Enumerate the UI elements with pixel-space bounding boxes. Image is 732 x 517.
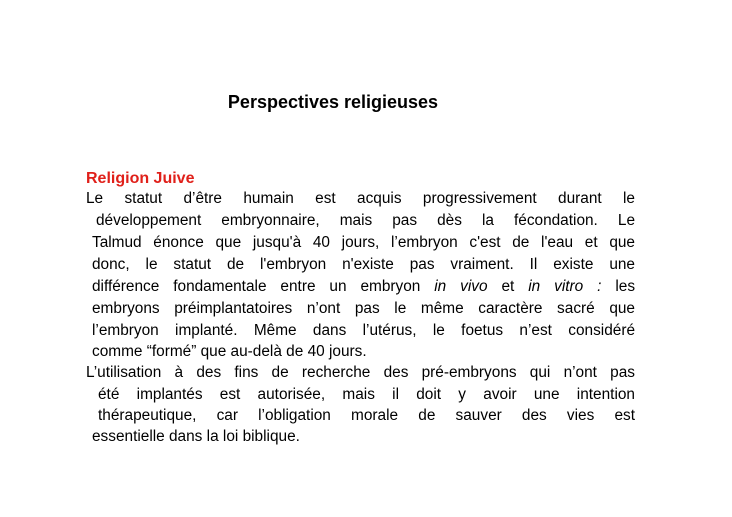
body-line-3: Talmud énonce que jusqu'à 40 jours, l’embryon c'est de l'eau et que (92, 234, 635, 251)
in-vitro-term: in vitro : (528, 278, 602, 295)
body-line-12: essentielle dans la loi biblique. (92, 428, 300, 445)
body-line-7: l’embryon implanté. Même dans l’utérus, le foetus n’est considéré (92, 322, 635, 339)
body-line-1: Le statut d’être humain est acquis progressivement durant le (86, 190, 635, 207)
body-line-11: thérapeutique, car l’obligation morale de sauver des vies est (98, 407, 635, 424)
body-line-8: comme “formé” que au-delà de 40 jours. (92, 343, 367, 360)
in-vivo-term: in vivo (434, 278, 488, 295)
body-line-6: embryons préimplantatoires n’ont pas le même caractère sacré que (92, 300, 635, 317)
body-line-9: L’utilisation à des fins de recherche des pré-embryons qui n’ont pas (86, 364, 635, 381)
page-title: Perspectives religieuses (227, 92, 439, 112)
body-line-10: été implantés est autorisée, mais il doit y avoir une intention (98, 386, 635, 403)
body-line-5-text-a: différence fondamentale entre un embryon (92, 278, 435, 295)
body-line-5-text-c: les (601, 278, 636, 295)
body-line-5-text-b: et (487, 278, 529, 295)
body-line-4: donc, le statut de l'embryon n'existe pas vraiment. Il existe une (92, 256, 635, 273)
section-heading: Religion Juive (86, 170, 195, 187)
body-line-2: développement embryonnaire, mais pas dès la fécondation. Le (96, 212, 635, 229)
body-line-5 (92, 276, 635, 297)
